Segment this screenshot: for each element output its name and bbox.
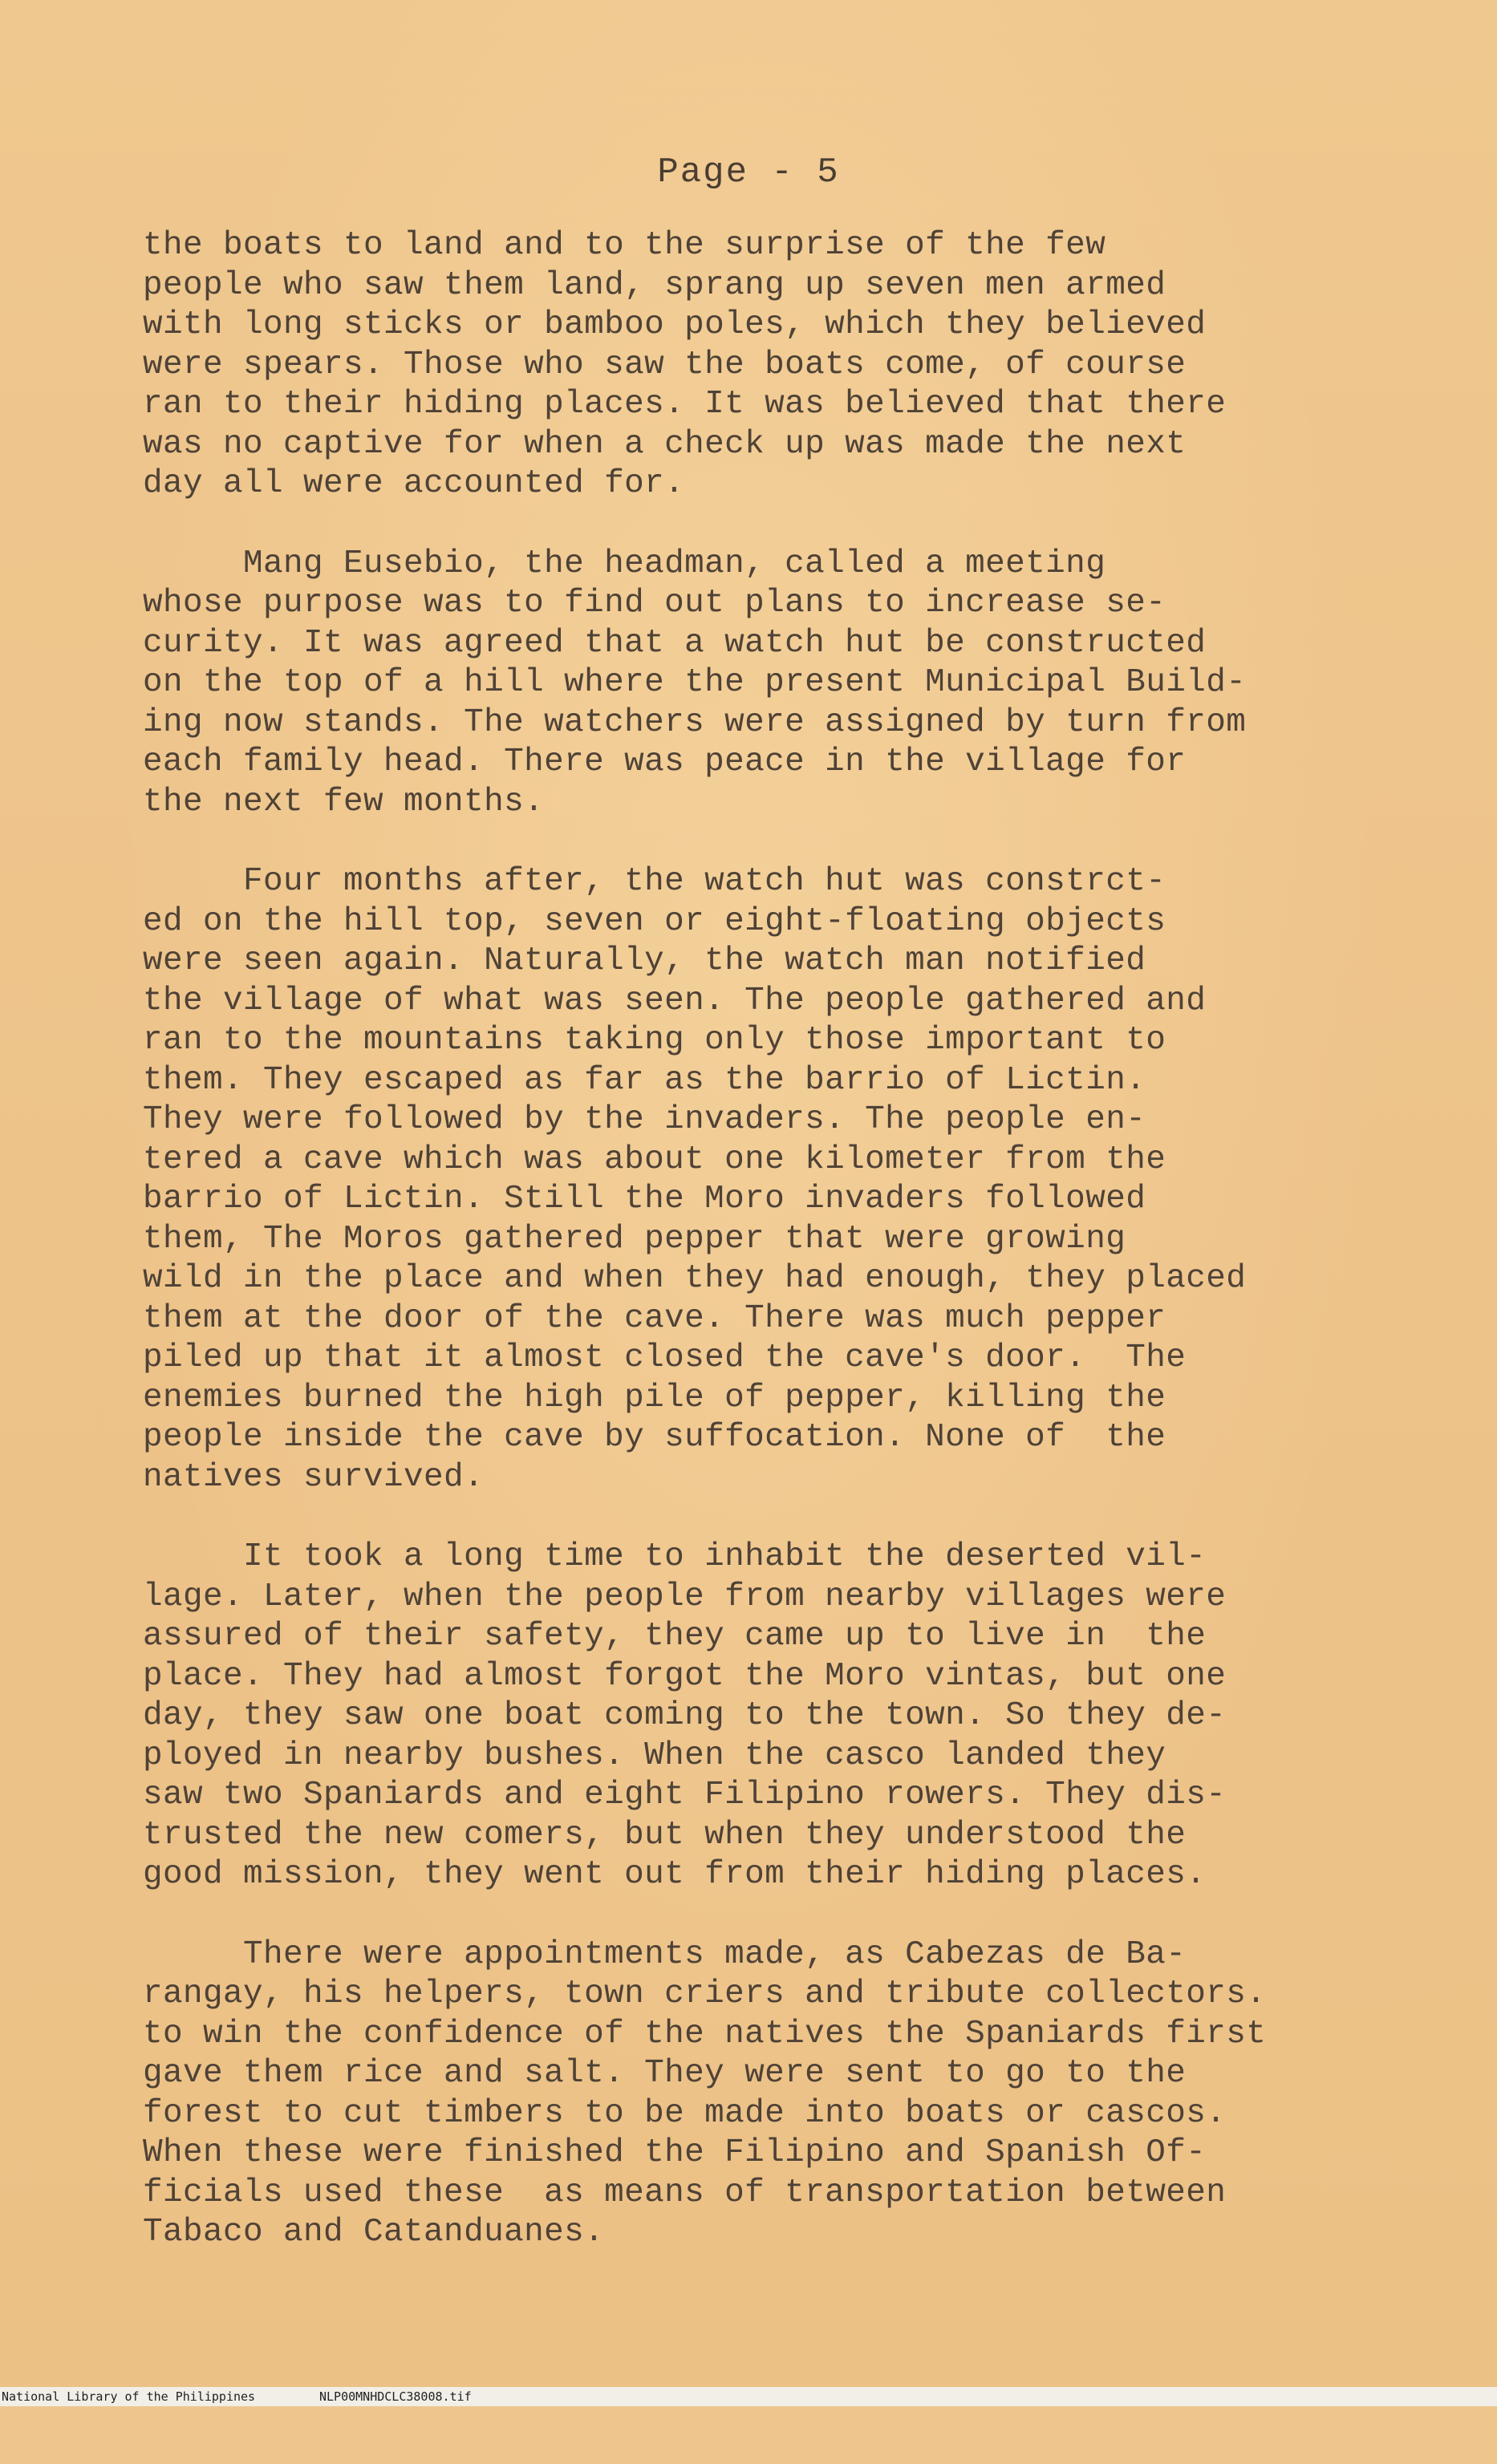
text-line: ran to the mountains taking only those important to [143,1022,1166,1059]
paragraph [143,226,1426,505]
text-line: lage. Later, when the people from nearby villages were [143,1578,1227,1615]
text-line: whose purpose was to find out plans to increase se- [143,585,1166,622]
text-line: trusted the new comers, but when they understood the [143,1816,1187,1854]
paragraph-gap [143,1497,1426,1538]
text-line: ing now stands. The watchers were assigned by turn from [143,703,1247,741]
text-line: wild in the place and when they had enough, they placed [143,1260,1247,1297]
text-line: It took a long time to inhabit the deserted vil- [143,1538,1207,1575]
paragraph [143,1935,1426,2253]
text-line: them. They escaped as far as the barrio of Lictin. [143,1061,1146,1099]
text-line: people who saw them land, sprang up seven men armed [143,266,1166,304]
text-line: They were followed by the invaders. The people en- [143,1101,1146,1138]
text-line: was no captive for when a check up was made the next [143,425,1187,463]
paragraph-gap [143,1895,1426,1935]
text-line: people inside the cave by suffocation. None of the [143,1419,1166,1456]
scan-footer [0,2387,1497,2406]
text-line: Tabaco and Catanduanes. [143,2214,605,2251]
text-line: ficials used these as means of transportation between [143,2174,1227,2211]
footer-filename-label: NLP00MNHDCLC38008.tif [319,2389,472,2404]
text-line: the boats to land and to the surprise of the few [143,227,1106,264]
text-line: tered a cave which was about one kilometer from the [143,1141,1166,1178]
text-line: day all were accounted for. [143,465,685,502]
text-line: day, they saw one boat coming to the town. So they de- [143,1697,1227,1734]
text-line: assured of their safety, they came up to live in the [143,1618,1207,1655]
paragraph [143,545,1426,823]
text-line: were seen again. Naturally, the watch man notified [143,942,1146,979]
text-line: to win the confidence of the natives the Spaniards first [143,2015,1267,2053]
text-line: saw two Spaniards and eight Filipino rowers. They dis- [143,1777,1227,1814]
document-body [143,226,1426,2253]
text-line: each family head. There was peace in the village for [143,744,1187,780]
text-line: curity. It was agreed that a watch hut be constructed [143,624,1207,662]
text-line: forest to cut timbers to be made into boats or cascos. [143,2094,1227,2132]
text-line: ran to their hiding places. It was believed that there [143,386,1227,423]
text-line: When these were finished the Filipino and Spanish Of- [143,2134,1207,2171]
text-line: Four months after, the watch hut was constrct- [143,863,1166,900]
text-line: the next few months. [143,783,545,821]
paragraph [143,1538,1426,1895]
text-line: ed on the hill top, seven or eight-floating objects [143,902,1166,940]
footer-source-label: National Library of the Philippines [2,2389,256,2404]
page-number-header: Page - 5 [657,152,840,192]
paragraph [143,862,1426,1497]
text-line: them, The Moros gathered pepper that were growing [143,1220,1126,1258]
paragraph-gap [143,505,1426,545]
text-line: ployed in nearby bushes. When the casco landed they [143,1737,1166,1774]
text-line: gave them rice and salt. They were sent to go to the [143,2055,1187,2092]
text-line: Mang Eusebio, the headman, called a meeting [143,545,1106,582]
text-line: piled up that it almost closed the cave's door. The [143,1339,1187,1376]
text-line: barrio of Lictin. Still the Moro invaders followed [143,1181,1146,1218]
paragraph-gap [143,822,1426,862]
text-line: natives survived. [143,1458,485,1496]
text-line: were spears. Those who saw the boats come, of course [143,346,1187,383]
text-line: on the top of a hill where the present Municipal Build- [143,664,1247,701]
text-line: enemies burned the high pile of pepper, killing the [143,1379,1166,1416]
text-line: the village of what was seen. The people gathered and [143,982,1207,1019]
text-line: rangay, his helpers, town criers and tribute collectors. [143,1976,1267,2012]
text-line: place. They had almost forgot the Moro vintas, but one [143,1657,1227,1695]
text-line: with long sticks or bamboo poles, which they believed [143,306,1207,343]
text-line: There were appointments made, as Cabezas de Ba- [143,1935,1187,1973]
text-line: them at the door of the cave. There was much pepper [143,1299,1166,1337]
text-line: good mission, they went out from their hiding places. [143,1856,1207,1893]
